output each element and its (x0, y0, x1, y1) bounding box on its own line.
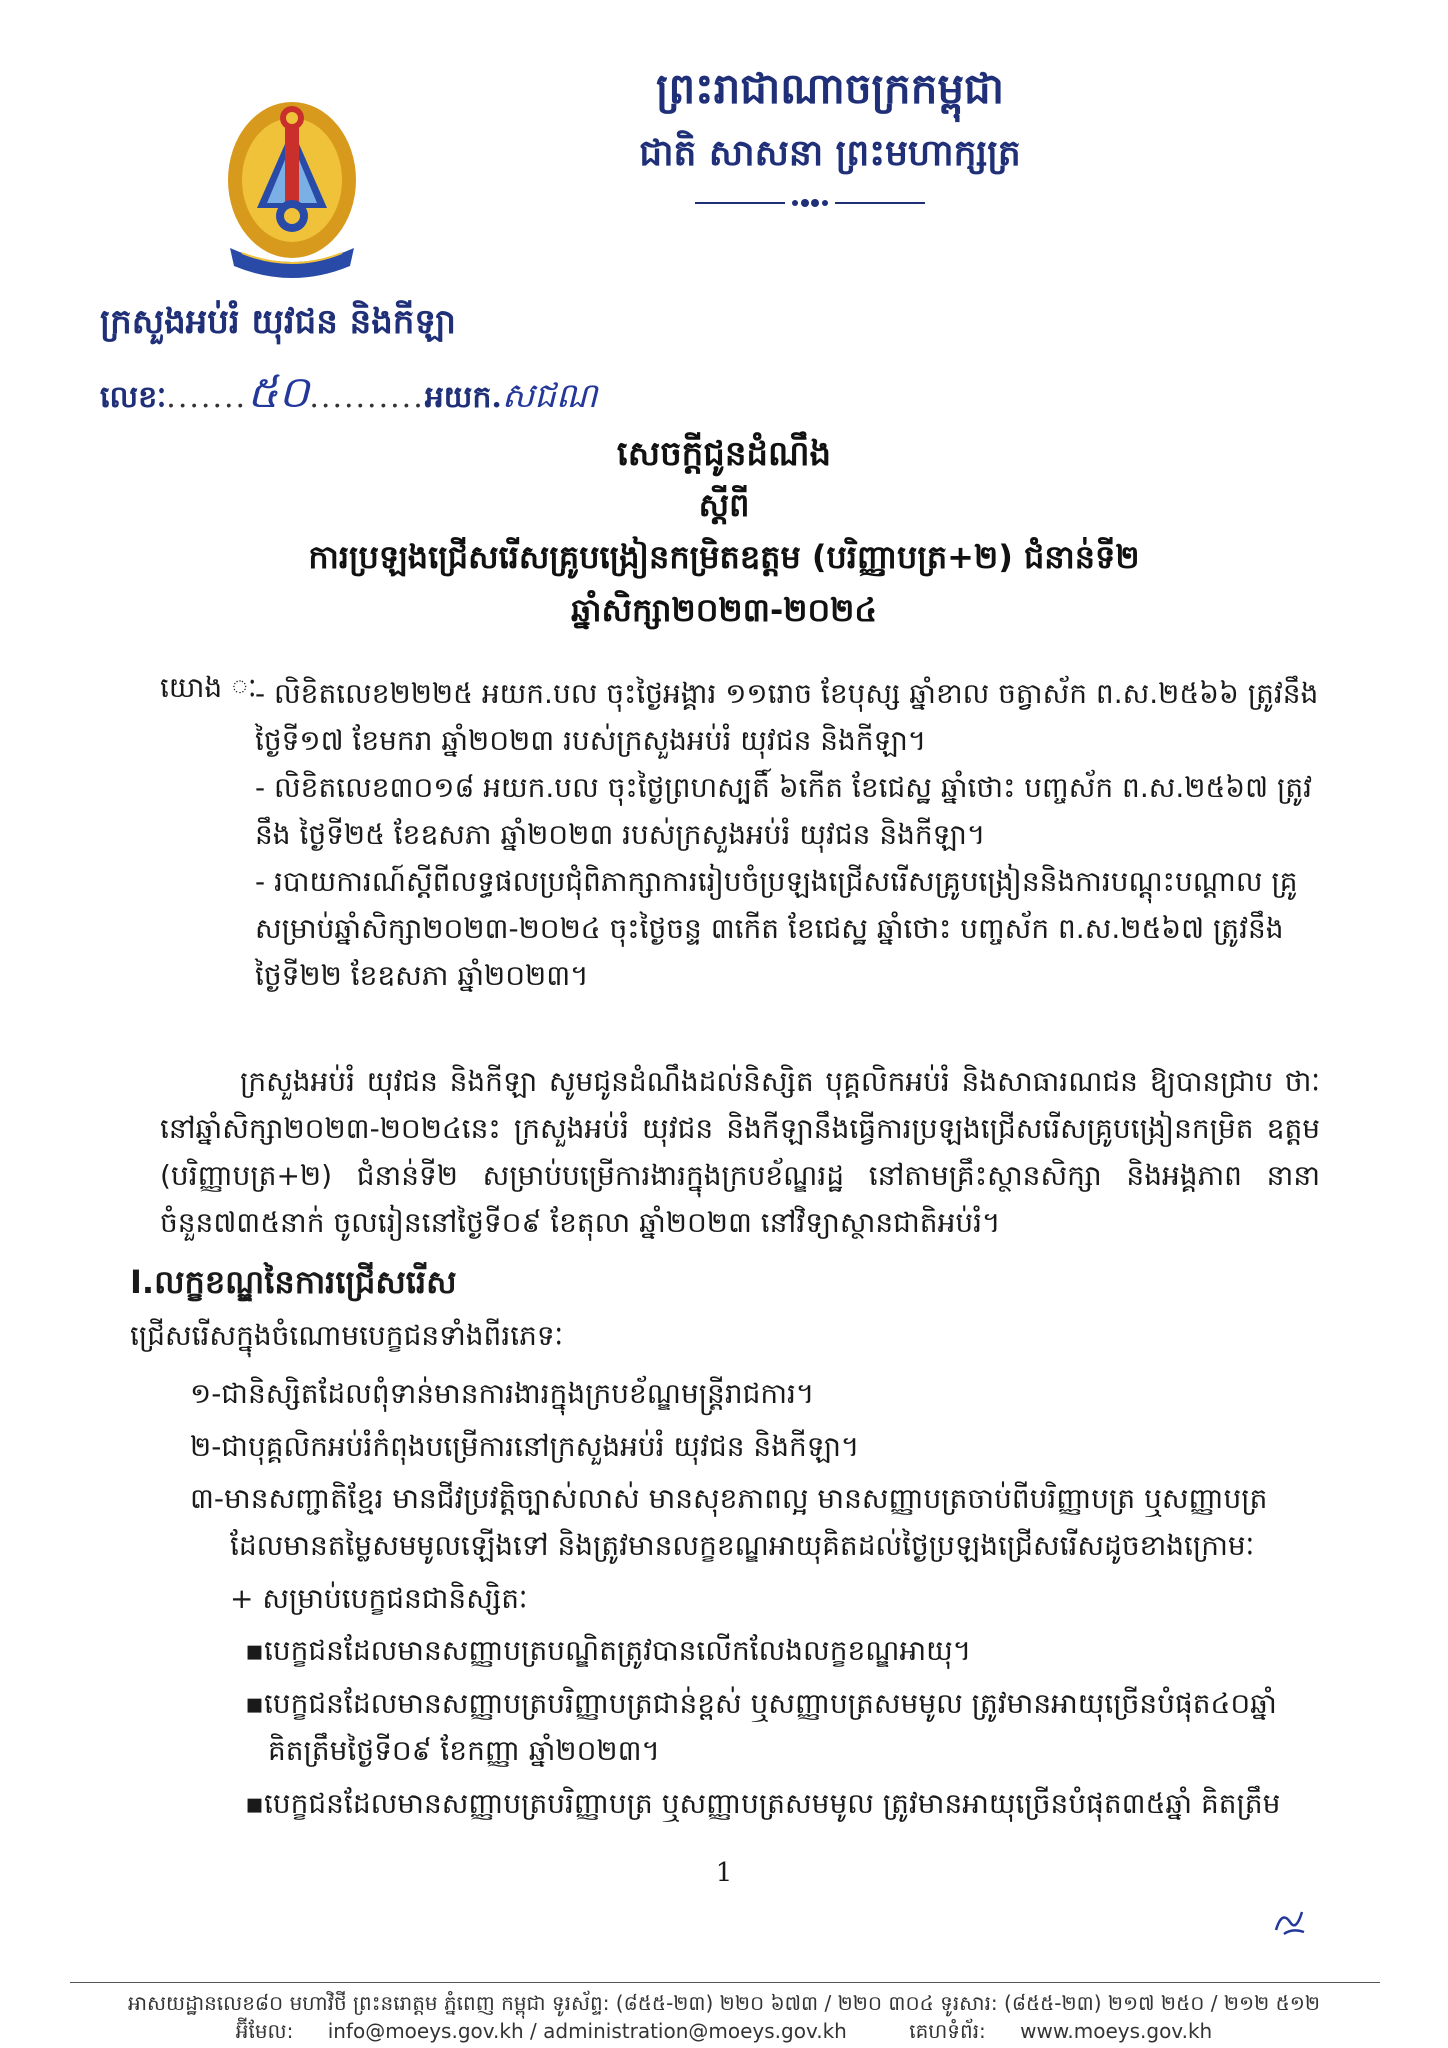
bullet-item-continued: គិតត្រឹមថ្ងៃទី០៩ ខែកញ្ញា ឆ្នាំ២០២៣។ (268, 1734, 660, 1767)
reference-item: - លិខិតលេខ៣០១៨ អយក.បល ចុះថ្ងៃព្រហស្បតិ៍ ៦កើត ខែជេស្ឋ ឆ្នាំថោះ បញ្ចស័ក ព.ស.២៥៦៧ ត្រូវនឹង ថ្ងៃទី២៥ ខែឧសភា ឆ្នាំ២០២៣ របស់ក្រសួងអប់រំ យុវជន និងកីឡា។ (255, 771, 1312, 851)
section-title: I.លក្ខខណ្ឌនៃការជ្រើសរើស (130, 1263, 457, 1301)
condition-item-continued: ដែលមានតម្លៃសមមូលឡើងទៅ និងត្រូវមានលក្ខខណ្ឌអាយុគិតដល់ថ្ងៃប្រឡងជ្រើសរើសដូចខាងក្រោមៈ (230, 1529, 1255, 1562)
handwritten-initials-icon (1270, 1900, 1310, 1940)
academic-year: ឆ្នាំសិក្សា២០២៣-២០២៤ (571, 591, 877, 629)
bullet-item: ▪បេក្ខជនដែលមានសញ្ញាបត្របណ្ឌិតត្រូវបានលើកលែងលក្ខខណ្ឌអាយុ។ (245, 1634, 972, 1667)
reference-item: - របាយការណ៍ស្តីពីលទ្ធផលប្រជុំពិភាក្សាការរៀបចំប្រឡងជ្រើសរើសគ្រូបង្រៀននិងការបណ្តុះបណ្តាល គ្រូសម្រាប់ឆ្នាំសិក្សា២០២៣-២០២៤ ចុះថ្ងៃចន្ទ ៣កើត ខែជេស្ឋ ឆ្នាំថោះ បញ្ចស័ក ព.ស.២៥៦៧ ត្រូវនឹងថ្ងៃទី២២ ខែឧសភា ឆ្នាំ២០២៣។ (255, 865, 1298, 992)
footer-email-group (222, 2019, 867, 2043)
ref-suffix-label: អយក. (424, 380, 502, 415)
ornament-divider-icon (690, 188, 930, 218)
ref-number: ៥០ (247, 367, 310, 418)
bullet-item: ▪បេក្ខជនដែលមានសញ្ញាបត្របរិញ្ញាបត្រជាន់ខ្ពស់ ឬសញ្ញាបត្រសមមូល ត្រូវមានអាយុច្រើនបំផុត៤០ឆ្នាំ (245, 1687, 1277, 1720)
announcement-paragraph: ក្រសួងអប់រំ យុវជន និងកីឡា សូមជូនដំណឹងដល់និស្សិត បុគ្គលិកអប់រំ និងសាធារណជន ឱ្យបានជ្រាប ថាៈ នៅឆ្នាំសិក្សា២០២៣-២០២៤នេះ ក្រសួងអប់រំ យុវជន និងកីឡានឹងធ្វើការប្រឡងជ្រើសរើសគ្រូបង្រៀនកម្រិត ឧត្តម (បរិញ្ញាបត្រ+២) ជំនាន់ទី២ សម្រាប់បម្រើការងារក្នុងក្របខ័ណ្ឌរដ្ឋ នៅតាមគ្រឹះស្ថានសិក្សា និងអង្គភាព នានា ចំនួន៧៣៥នាក់ ចូលរៀននៅថ្ងៃទី០៩ ខែតុលា ឆ្នាំ២០២៣ នៅវិទ្យាស្ថានជាតិអប់រំ។ (160, 1065, 1320, 1239)
section-intro: ជ្រើសរើសក្នុងចំណោមបេក្ខជនទាំងពីរភេទៈ (130, 1319, 564, 1352)
ministry-emblem-icon (222, 88, 362, 293)
page-number: 1 (715, 1858, 733, 1888)
bullet-item: ▪បេក្ខជនដែលមានសញ្ញាបត្របរិញ្ញាបត្រ ឬសញ្ញាបត្រសមមូល ត្រូវមានអាយុច្រើនបំផុត៣៥ឆ្នាំ គិតត្រឹម (245, 1787, 1281, 1820)
footer-contact (0, 2018, 1448, 2048)
reference-item: - លិខិតលេខ២២២៥ អយក.បល ចុះថ្ងៃអង្គារ ១១រោច ខែបុស្ស ឆ្នាំខាល ចត្វាស័ក ព.ស.២៥៦៦ ត្រូវនឹង ថ្ងៃទី១៧ ខែមករា ឆ្នាំ២០២៣ របស់ក្រសួងអប់រំ យុវជន និងកីឡា។ (255, 677, 1319, 757)
kingdom-title: ព្រះរាជាណាចក្រកម្ពុជា (655, 64, 1005, 113)
web-label: គេហទំព័រ: (909, 2019, 986, 2043)
ref-suffix-hand: សជណ (501, 376, 598, 416)
national-motto: ជាតិ សាសនា ព្រះមហាក្សត្រ (639, 132, 1021, 174)
notice-title: សេចក្តីជូនដំណឹង (616, 434, 832, 474)
condition-item: ១-ជានិស្សិតដែលពុំទាន់មានការងារក្នុងក្របខ័ណ្ឌមន្ត្រីរាជការ។ (190, 1377, 815, 1410)
footer-address: អាសយដ្ឋានលេខ៨០ មហាវិថី ព្រះនរោត្តម ភ្នំពេញ កម្ពុជា ទូរស័ព្ទ: (៨៥៥-២៣) ២២០ ៦៧៣ / ២២០ ៣០៤ ទូរសារ: (៨៥៥-២៣) ២១៧ ២៥០ / ២១២ ៥១២ (127, 1991, 1321, 2015)
ref-label: លេខៈ (100, 380, 167, 415)
ministry-name: ក្រសួងអប់រំ យុវជន និងកីឡា (100, 302, 456, 342)
condition-item: ២-ជាបុគ្គលិកអប់រំកំពុងបម្រើការនៅក្រសួងអប់រំ យុវជន និងកីឡា។ (190, 1430, 860, 1463)
notice-subject: ការប្រឡងជ្រើសរើសគ្រូបង្រៀនកម្រិតឧត្តម (បរិញ្ញាបត្រ+២) ជំនាន់ទី២ (308, 538, 1140, 576)
references-label: យោង ៈ (160, 671, 257, 704)
reference-number-line: លេខៈ ....... ៥០ .......... អយក. សជណ (100, 365, 597, 429)
references-list (255, 670, 1325, 999)
footer-divider (70, 1982, 1380, 1983)
website-link[interactable]: www.moeys.gov.kh (1020, 2019, 1213, 2043)
notice-subject-label: ស្តីពី (698, 486, 750, 524)
footer-web-group (895, 2019, 1226, 2043)
condition-item: ៣-មានសញ្ជាតិខ្មែរ មានជីវប្រវត្តិច្បាស់លាស់ មានសុខភាពល្អ មានសញ្ញាបត្រចាប់ពីបរិញ្ញាបត្រ ឬសញ្ញាបត្រ (190, 1482, 1268, 1515)
student-heading: + សម្រាប់បេក្ខជនជានិស្សិតៈ (230, 1582, 528, 1615)
email-link[interactable]: info@moeys.gov.kh / administration@moeys.gov.kh (327, 2019, 847, 2043)
email-label: អ៊ីមែល: (235, 2019, 294, 2043)
